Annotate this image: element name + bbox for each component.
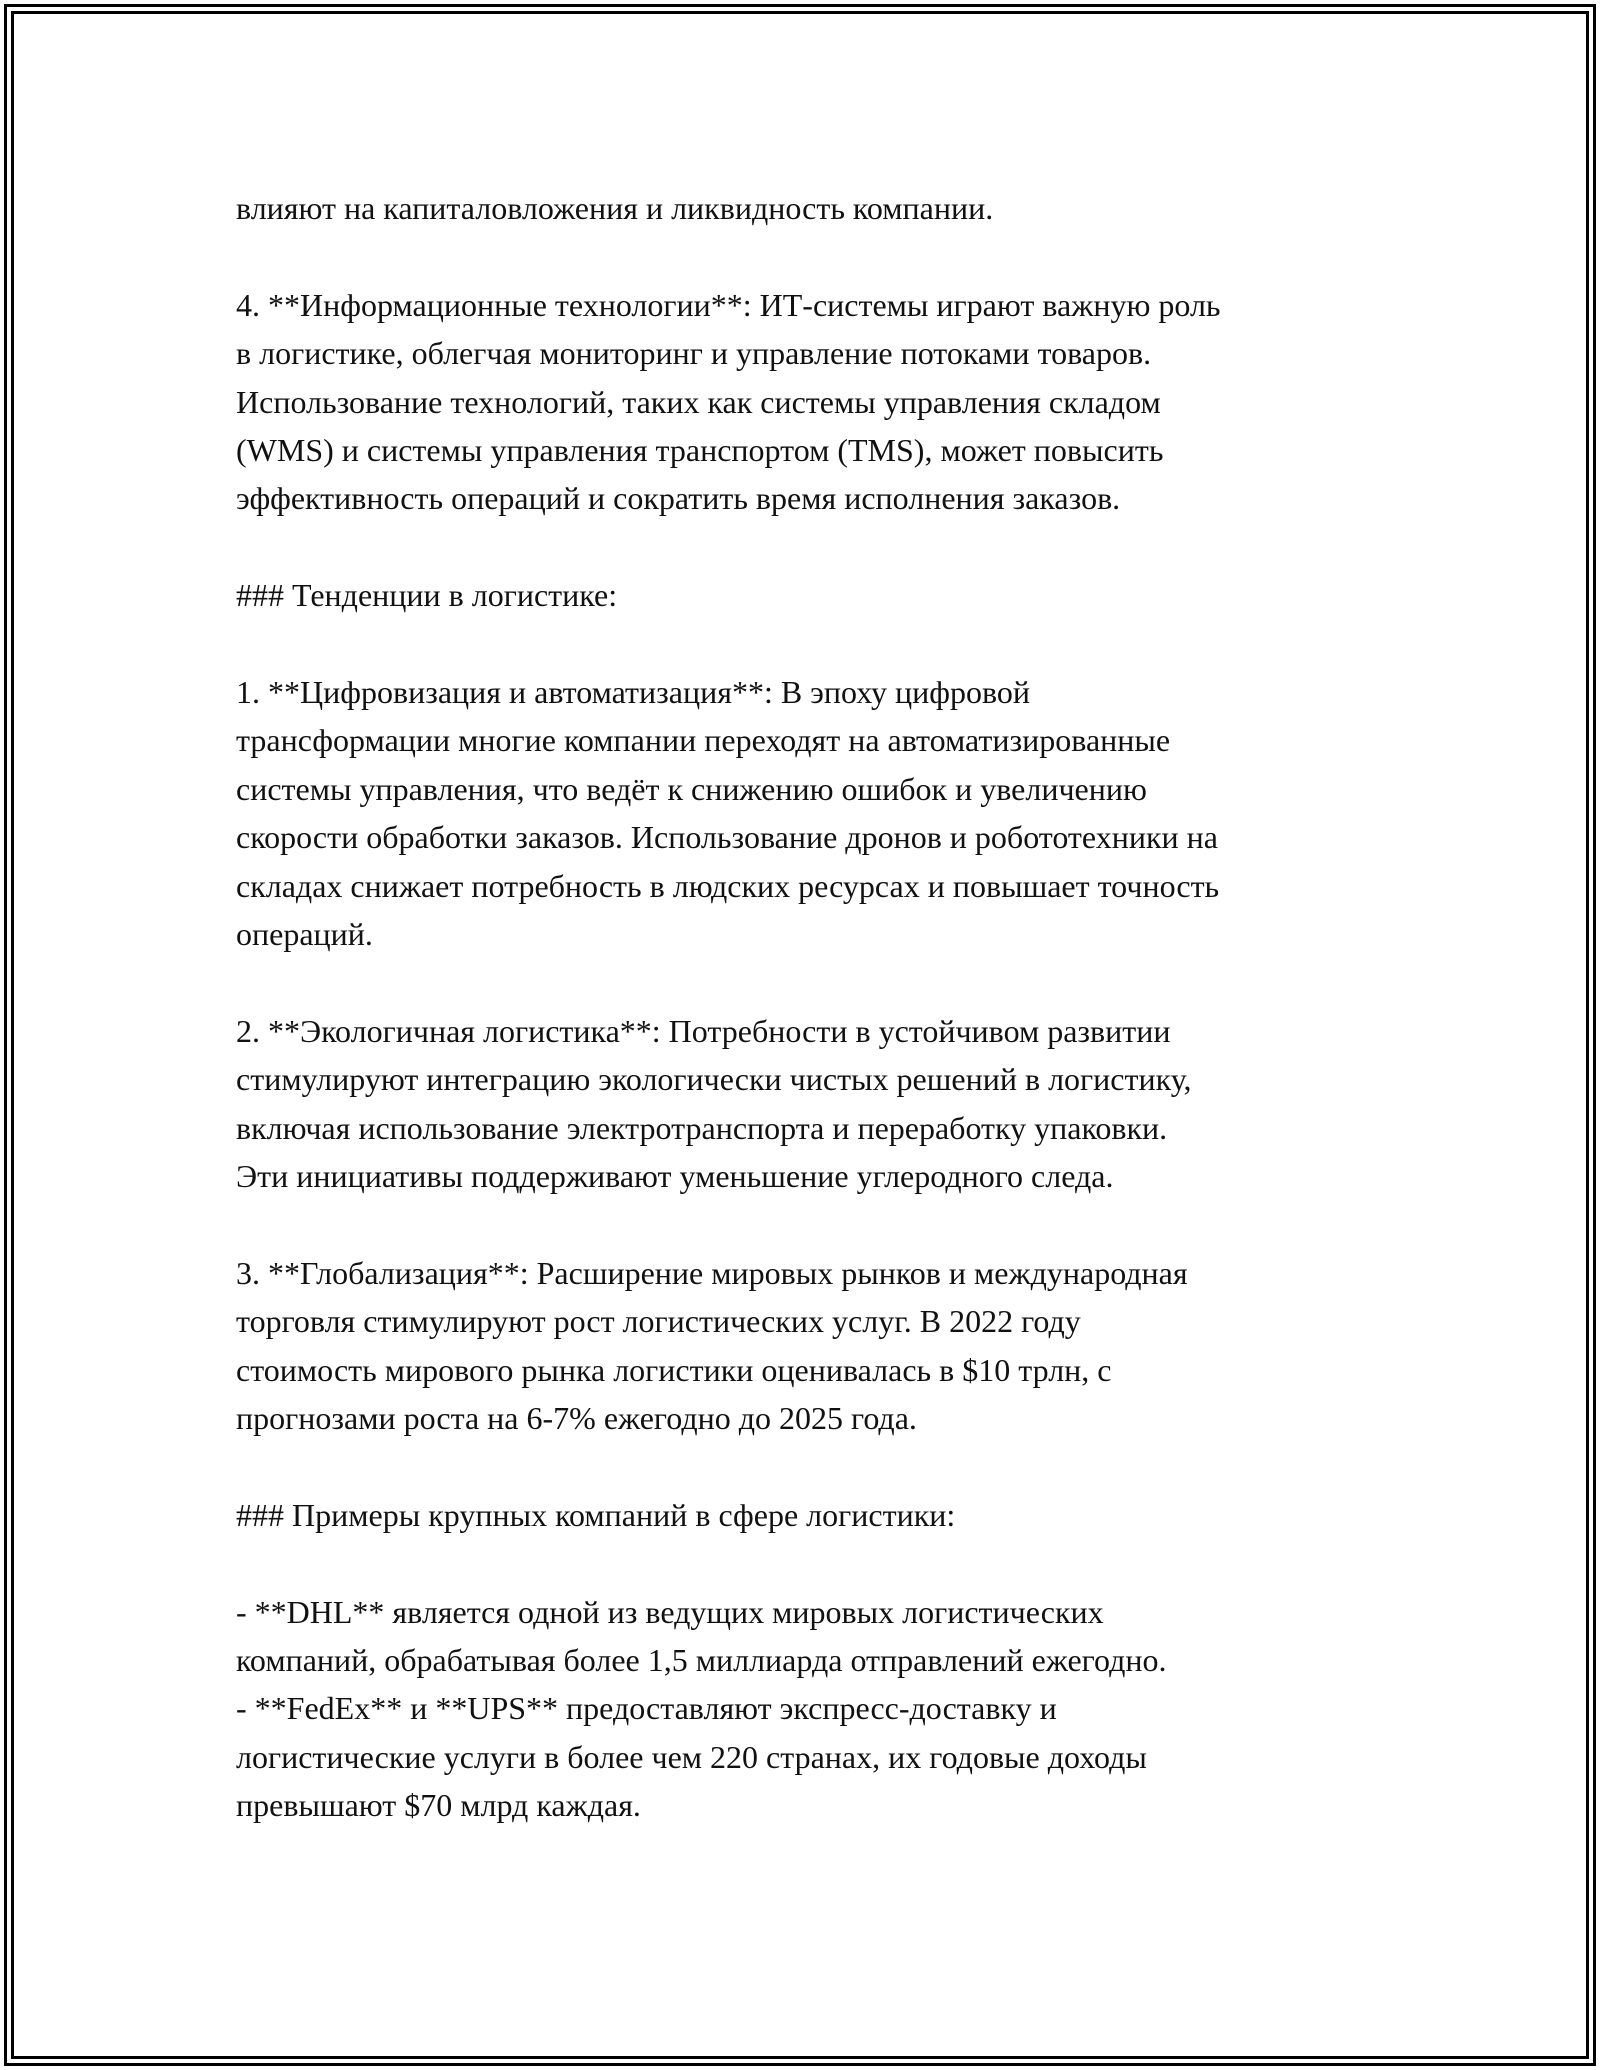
company-dhl-item — [236, 1588, 1376, 1685]
document-body — [236, 184, 1376, 1830]
text-line: скорости обработки заказов. Использование дронов и робототехники на — [236, 819, 1218, 856]
text-line: (WMS) и системы управления транспортом (TMS), может повысить — [236, 432, 1164, 469]
text-line: трансформации многие компании переходят на автоматизированные — [236, 722, 1171, 759]
text-line: прогнозами роста на 6-7% ежегодно до 2025 года. — [236, 1400, 917, 1437]
text-line: - **FedEx** и **UPS** предоставляют экспресс-доставку и — [236, 1690, 1057, 1727]
paragraph-gap — [236, 620, 1376, 668]
text-line: - **DHL** является одной из ведущих мировых логистических — [236, 1593, 1104, 1630]
section-heading: ### Примеры крупных компаний в сфере логистики: — [236, 1496, 956, 1533]
intro-paragraph — [236, 184, 1376, 232]
text-line: Эти инициативы поддерживают уменьшение углеродного следа. — [236, 1158, 1114, 1195]
companies-heading — [236, 1491, 1376, 1539]
company-fedex-ups-item — [236, 1684, 1376, 1829]
text-line: в логистике, облегчая мониторинг и управление потоками товаров. — [236, 335, 1152, 372]
paragraph-gap — [236, 1442, 1376, 1490]
paragraph-gap — [236, 1200, 1376, 1248]
text-line: Использование технологий, таких как системы управления складом — [236, 383, 1161, 420]
text-line: компаний, обрабатывая более 1,5 миллиарда отправлений ежегодно. — [236, 1642, 1167, 1679]
text-line: 2. **Экологичная логистика**: Потребности в устойчивом развитии — [236, 1012, 1171, 1049]
paragraph-gap — [236, 523, 1376, 571]
text-line: логистические услуги в более чем 220 странах, их годовые доходы — [236, 1738, 1147, 1775]
text-line: стимулируют интеграцию экологически чистых решений в логистику, — [236, 1061, 1192, 1098]
trend-green-paragraph — [236, 1007, 1376, 1201]
text-line: системы управления, что ведёт к снижению ошибок и увеличению — [236, 770, 1147, 807]
text-line: 4. **Информационные технологии**: ИТ-системы играют важную роль — [236, 286, 1221, 323]
text-line: влияют на капиталовложения и ликвидность компании. — [236, 190, 994, 226]
trend-global-paragraph — [236, 1249, 1376, 1443]
section-heading: ### Тенденции в логистике: — [236, 577, 618, 614]
trends-heading — [236, 571, 1376, 619]
text-line: складах снижает потребность в людских ресурсах и повышает точность — [236, 867, 1220, 904]
paragraph-gap — [236, 232, 1376, 280]
text-line: превышают $70 млрд каждая. — [236, 1787, 641, 1824]
paragraph-gap — [236, 958, 1376, 1006]
text-line: 3. **Глобализация**: Расширение мировых рынков и международная — [236, 1254, 1188, 1291]
trend-digital-paragraph — [236, 668, 1376, 958]
paragraph-gap — [236, 1539, 1376, 1587]
text-line: включая использование электротранспорта и переработку упаковки. — [236, 1109, 1168, 1146]
text-line: операций. — [236, 916, 373, 953]
text-line: 1. **Цифровизация и автоматизация**: В эпоху цифровой — [236, 674, 1031, 711]
text-line: стоимость мирового рынка логистики оценивалась в $10 трлн, с — [236, 1351, 1112, 1388]
text-line: торговля стимулируют рост логистических услуг. В 2022 году — [236, 1303, 1081, 1340]
text-line: эффективность операций и сократить время исполнения заказов. — [236, 480, 1121, 517]
factor-it-paragraph — [236, 281, 1376, 523]
